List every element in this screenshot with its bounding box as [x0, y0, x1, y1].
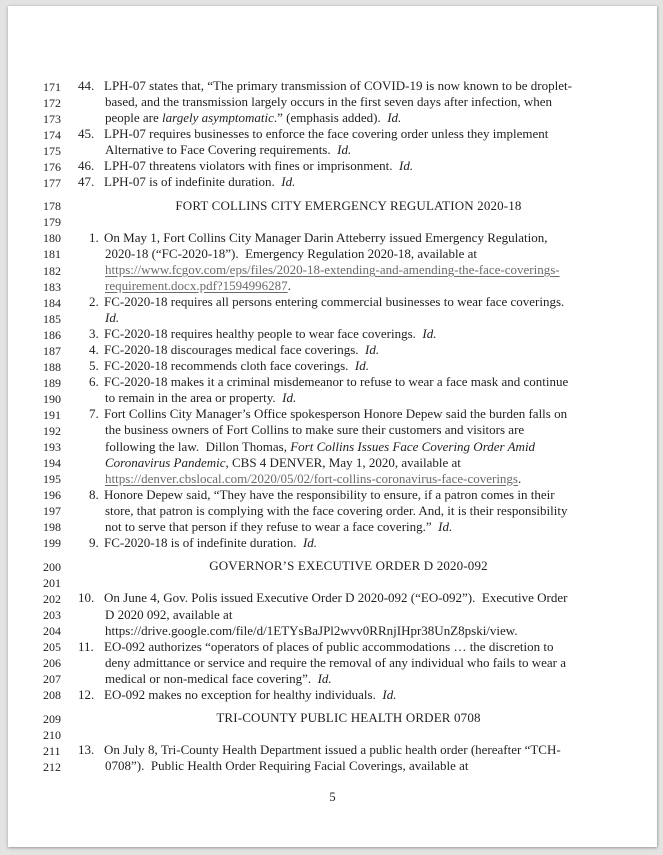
line-number: 209 [43, 711, 61, 726]
list-number: 45. [78, 126, 95, 142]
line-number: 186 [43, 327, 61, 342]
text-segment: FC-2020-18 makes it a criminal misdemeanor to refuse to wear a face mask and continue [104, 374, 569, 390]
document-line [8, 422, 657, 438]
line-number: 211 [43, 743, 61, 758]
document-line [8, 198, 657, 214]
text-segment: medical or non-medical face covering”. [105, 670, 318, 686]
text-segment: LPH-07 threatens violators with fines or imprisonment. [104, 158, 399, 174]
document-line [8, 623, 657, 639]
line-number: 199 [43, 536, 61, 551]
text-segment: following the law. Dillon Thomas, [105, 438, 291, 454]
line-text [78, 471, 619, 487]
list-number: 7. [89, 406, 99, 422]
document-line [8, 126, 657, 142]
text-segment: FORT COLLINS CITY EMERGENCY REGULATION 2020-18 [175, 197, 522, 213]
document-line [8, 406, 657, 422]
document-line [8, 142, 657, 158]
line-number: 205 [43, 640, 61, 655]
text-segment: Id. [317, 670, 332, 686]
text-segment: Honore Depew said, “They have the responsibility to ensure, if a patron comes in their [104, 486, 555, 502]
document-line [8, 519, 657, 535]
text-segment: largely asymptomatic [162, 110, 274, 126]
line-number: 200 [43, 559, 61, 574]
line-text [78, 262, 619, 278]
line-text [78, 158, 619, 174]
line-text [78, 503, 619, 519]
line-number: 183 [43, 279, 61, 294]
line-number: 212 [43, 759, 61, 774]
text-segment: LPH-07 states that, “The primary transmission of COVID-19 is now known to be droplet- [104, 78, 572, 93]
text-segment: FC-2020-18 requires healthy people to wear face coverings. [104, 326, 423, 342]
line-text [78, 422, 619, 438]
line-number: 191 [43, 407, 61, 422]
line-text [78, 535, 619, 551]
hyperlink[interactable]: https://www.fcgov.com/eps/files/2020-18-extending-and-amending-the-face-coverings- [105, 262, 560, 278]
line-text [78, 142, 619, 158]
text-segment: Id. [302, 534, 318, 550]
line-text [78, 278, 619, 294]
text-segment: Id. [382, 686, 397, 702]
line-number: 175 [43, 143, 61, 158]
line-text [78, 374, 619, 390]
document-line [8, 455, 657, 471]
line-text [78, 455, 619, 471]
text-segment: FC-2020-18 recommends cloth face coverings. [104, 358, 355, 374]
document-line [8, 94, 657, 110]
text-segment: EO-092 authorizes “operators of places of public accommodations … the discretion to [104, 638, 554, 654]
document-line [8, 390, 657, 406]
document-line [8, 758, 657, 774]
line-text [78, 687, 619, 703]
text-segment: Id. [282, 390, 297, 406]
line-number: 193 [43, 440, 61, 455]
line-number: 181 [43, 247, 61, 262]
document-line [8, 487, 657, 503]
text-segment: FC-2020-18 discourages medical face coverings. [104, 342, 366, 358]
document-line [8, 655, 657, 671]
list-number: 8. [89, 486, 99, 502]
text-segment: Fort Collins Issues Face Covering Order Amid [290, 438, 536, 454]
line-number: 203 [43, 608, 61, 622]
line-number: 172 [43, 95, 61, 110]
document-line [8, 374, 657, 390]
list-number: 13. [78, 742, 95, 758]
list-number: 3. [89, 326, 99, 342]
document-line [8, 230, 657, 246]
document-body [8, 78, 657, 774]
line-text [78, 406, 619, 422]
document-line [8, 742, 657, 758]
text-segment: . [518, 470, 522, 486]
document-line [8, 158, 657, 174]
text-segment: 0708”). Public Health Order Requiring Facial Coverings, available at [105, 758, 469, 774]
document-line [8, 294, 657, 310]
text-segment: 2020-18 (“FC-2020-18”). Emergency Regulation 2020-18, available at [105, 245, 477, 261]
list-number: 44. [78, 78, 95, 93]
text-segment: , CBS 4 DENVER, May 1, 2020, available at [225, 454, 461, 470]
line-number: 190 [43, 391, 61, 406]
text-segment: FC-2020-18 requires all persons entering commercial businesses to wear face coverings. [104, 294, 565, 310]
text-segment: GOVERNOR’S EXECUTIVE ORDER D 2020-092 [209, 558, 488, 574]
text-segment: Id. [105, 310, 120, 326]
line-text [78, 246, 619, 262]
line-number: 179 [43, 215, 61, 230]
line-text [78, 590, 619, 606]
section-heading [78, 710, 619, 726]
line-text [78, 326, 619, 342]
document-line [8, 110, 657, 126]
document-line [8, 671, 657, 687]
text-segment: FC-2020-18 is of indefinite duration. [104, 534, 303, 550]
document-line [8, 590, 657, 606]
line-number: 177 [43, 175, 61, 190]
text-segment: Coronavirus Pandemic [105, 454, 226, 470]
line-number: 207 [43, 672, 61, 687]
text-segment: to remain in the area or property. [105, 390, 283, 406]
line-text [78, 519, 619, 535]
line-number: 188 [43, 359, 61, 374]
list-number: 11. [78, 638, 94, 654]
list-number: 10. [78, 590, 95, 606]
document-line [8, 174, 657, 190]
line-number: 197 [43, 504, 61, 519]
line-number: 202 [43, 591, 61, 606]
line-number: 174 [43, 127, 61, 142]
document-line [8, 639, 657, 655]
document-line [8, 78, 657, 94]
line-number: 198 [43, 520, 61, 535]
line-number: 208 [43, 688, 61, 703]
list-number: 5. [89, 358, 99, 374]
line-number: 171 [43, 79, 61, 94]
text-segment: Id. [422, 326, 437, 342]
line-text [78, 487, 619, 503]
text-segment: On June 4, Gov. Polis issued Executive Order D 2020-092 (“EO-092”). Executive Order [104, 590, 568, 606]
text-segment: Id. [354, 358, 369, 374]
line-text [78, 639, 619, 655]
document-line [8, 687, 657, 703]
line-text [78, 310, 619, 326]
document-line [8, 439, 657, 455]
line-text [78, 78, 619, 94]
text-segment: Id. [365, 342, 380, 358]
text-segment: EO-092 makes no exception for healthy individuals. [104, 686, 383, 702]
line-number: 178 [43, 199, 61, 214]
line-number: 206 [43, 656, 61, 671]
list-number: 6. [89, 374, 99, 390]
text-segment: deny admittance or service and require the removal of any individual who fails to wear a [105, 654, 566, 670]
section-heading [78, 198, 619, 214]
line-number: 176 [43, 159, 61, 174]
line-text [78, 623, 619, 639]
text-segment: On July 8, Tri-County Health Department issued a public health order (hereafter “TCH- [104, 742, 561, 758]
line-number: 173 [43, 111, 61, 126]
line-number: 195 [43, 472, 61, 487]
document-line [8, 262, 657, 278]
text-segment: Alternative to Face Covering requirements. [105, 142, 338, 158]
list-number: 2. [89, 294, 99, 310]
list-number: 1. [89, 229, 99, 245]
text-segment: D 2020 092, available at [105, 606, 233, 622]
document-line [8, 278, 657, 294]
document-line [8, 574, 657, 590]
document-line [8, 310, 657, 326]
text-segment: Fort Collins City Manager’s Office spokesperson Honore Depew said the burden falls on [104, 406, 568, 422]
text-segment: https://drive.google.com/file/d/1ETYsBaJPl2wvv0RRnjIHpr38UnZ8pski/view. [105, 622, 518, 638]
line-text [78, 110, 619, 126]
document-line [8, 246, 657, 262]
line-text [78, 94, 619, 110]
line-number: 184 [43, 295, 61, 310]
page-number: 5 [329, 790, 336, 804]
line-number: 194 [43, 456, 61, 471]
line-number: 187 [43, 343, 61, 358]
line-text [78, 758, 619, 774]
document-page [8, 6, 657, 847]
text-segment: Id. [387, 110, 402, 126]
document-line [8, 342, 657, 358]
line-text [78, 742, 619, 758]
list-number: 12. [78, 686, 95, 702]
line-number: 210 [43, 727, 61, 742]
line-text [78, 342, 619, 358]
text-segment: Id. [281, 174, 296, 190]
list-number: 9. [89, 534, 99, 550]
document-line [8, 358, 657, 374]
text-segment: LPH-07 requires businesses to enforce the face covering order unless they implement [104, 126, 549, 142]
text-segment: store, that patron is complying with the face covering order. And, it is their responsibility [105, 502, 568, 518]
line-number: 192 [43, 423, 61, 438]
line-number: 201 [43, 575, 61, 590]
hyperlink[interactable]: https://denver.cbslocal.com/2020/05/02/fort-collins-coronavirus-face-coverings [105, 470, 518, 486]
line-text [78, 126, 619, 142]
line-text [78, 671, 619, 687]
document-line [8, 558, 657, 574]
line-number: 196 [43, 488, 61, 503]
text-segment: LPH-07 is of indefinite duration. [104, 174, 282, 190]
text-segment: people are [105, 110, 163, 126]
line-number: 185 [43, 311, 61, 326]
line-text [78, 390, 619, 406]
line-number: 189 [43, 375, 61, 390]
text-segment: Id. [438, 518, 453, 534]
text-segment: Id. [337, 142, 352, 158]
hyperlink[interactable]: requirement.docx.pdf?1594996287 [105, 278, 288, 294]
document-line [8, 535, 657, 551]
document-line [8, 726, 657, 742]
list-number: 46. [78, 158, 95, 174]
text-segment: TRI-COUNTY PUBLIC HEALTH ORDER 0708 [216, 710, 481, 726]
text-segment: .” (emphasis added). [273, 110, 388, 126]
line-number: 182 [43, 263, 61, 278]
document-line [8, 214, 657, 230]
document-line [8, 607, 657, 623]
list-number: 47. [78, 174, 95, 190]
list-number: 4. [89, 342, 99, 358]
text-segment: not to serve that person if they refuse to wear a face covering.” [105, 518, 439, 534]
line-text [78, 439, 619, 455]
line-text [78, 230, 619, 246]
line-text [78, 607, 619, 623]
line-number: 204 [43, 624, 61, 639]
line-text [78, 655, 619, 671]
line-text [78, 174, 619, 190]
section-heading [78, 558, 619, 574]
document-line [8, 471, 657, 487]
line-text [78, 294, 619, 310]
text-segment: based, and the transmission largely occurs in the first seven days after infection, when [105, 94, 553, 110]
document-line [8, 326, 657, 342]
line-number: 180 [43, 231, 61, 246]
text-segment: the business owners of Fort Collins to make sure their customers and visitors are [105, 422, 525, 438]
text-segment: On May 1, Fort Collins City Manager Darin Atteberry issued Emergency Regulation, [104, 229, 548, 245]
document-line [8, 710, 657, 726]
text-segment: . [287, 278, 291, 294]
text-segment: Id. [398, 158, 414, 174]
document-line [8, 503, 657, 519]
line-text [78, 358, 619, 374]
